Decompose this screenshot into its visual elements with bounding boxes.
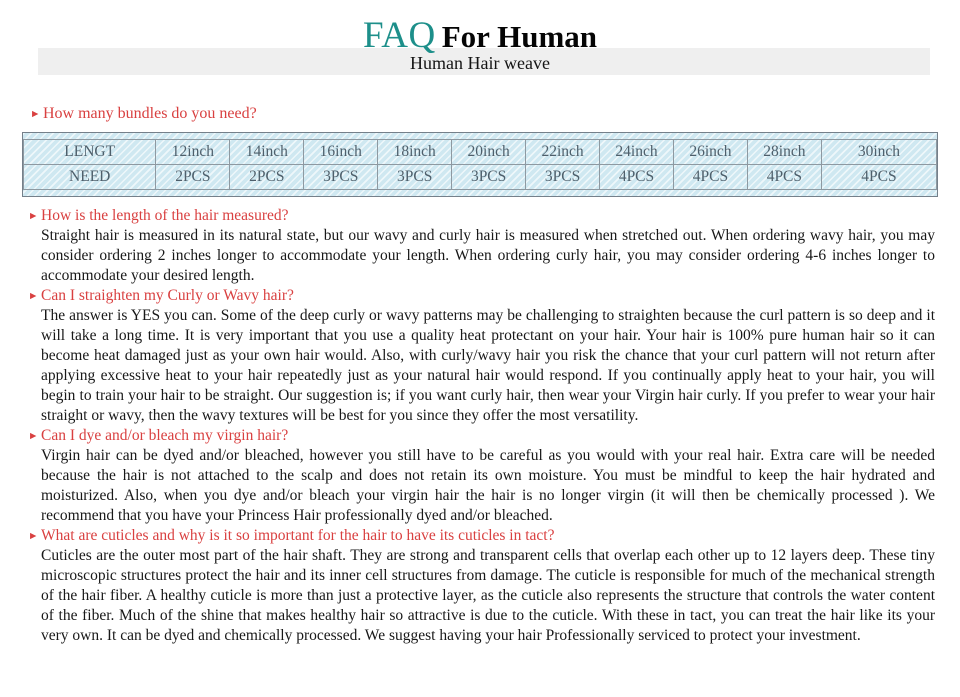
length-cell: 16inch	[304, 140, 378, 165]
table-row-need	[24, 165, 937, 190]
length-cell: 22inch	[526, 140, 600, 165]
length-cell: 20inch	[452, 140, 526, 165]
need-cell: 3PCS	[304, 165, 378, 190]
faq-content	[28, 206, 935, 646]
need-row-header: NEED	[24, 165, 156, 190]
length-cell: 30inch	[821, 140, 936, 165]
need-cell: 4PCS	[673, 165, 747, 190]
faq-section-straighten	[28, 286, 935, 426]
faq-answer: The answer is YES you can. Some of the deep curly or wavy patterns may be challenging to straighten because the curl pattern is so deep and it will take a long time. It is very important that you use a quality heat protectant on your hair. Your hair is 100% pure human hair so it can become heat damaged just as your own hair would. Also, with curly/wavy hair you risk the chance that your curl pattern will not return after applying excessive heat to your hair repeatedly just as your natural hair would respond. If you continually apply heat to your hair, you will begin to train your hair to be straight. Our suggestion is; if you want curly hair, then wear your Virgin hair curly. If you prefer to wear your hair straight or wavy, then the wavy textures will be best for you since they offer the most versatility.	[41, 307, 935, 424]
arrow-right-icon: ►	[30, 108, 41, 120]
faq-section-dye-bleach	[28, 426, 935, 526]
need-cell: 4PCS	[821, 165, 936, 190]
faq-question	[28, 526, 935, 546]
need-cell: 4PCS	[747, 165, 821, 190]
length-row-header: LENGT	[24, 140, 156, 165]
faq-section-length	[28, 206, 935, 286]
page-header	[0, 0, 960, 73]
length-cell: 12inch	[156, 140, 230, 165]
faq-section-cuticles	[28, 526, 935, 646]
arrow-right-icon: ►	[28, 430, 39, 442]
need-cell: 3PCS	[526, 165, 600, 190]
length-cell: 24inch	[600, 140, 674, 165]
need-cell: 3PCS	[452, 165, 526, 190]
length-cell: 26inch	[673, 140, 747, 165]
need-cell: 2PCS	[230, 165, 304, 190]
length-cell: 14inch	[230, 140, 304, 165]
need-cell: 4PCS	[600, 165, 674, 190]
bundle-size-table	[23, 139, 937, 190]
faq-question	[28, 426, 935, 446]
faq-question-label: What are cuticles and why is it so important for the hair to have its cuticles in tact?	[41, 527, 555, 544]
faq-answer: Straight hair is measured in its natural state, but our wavy and curly hair is measured when stretched out. When ordering wavy hair, you may consider ordering 2 inches longer to accommodate your length. When ordering curly hair, you may consider ordering 4-6 inches longer to accommodate your desired length.	[41, 227, 935, 284]
faq-question	[28, 286, 935, 306]
length-cell: 28inch	[747, 140, 821, 165]
question-bundles	[30, 104, 960, 124]
page-subtitle: Human Hair weave	[410, 53, 550, 73]
need-cell: 3PCS	[378, 165, 452, 190]
faq-question-label: Can I dye and/or bleach my virgin hair?	[41, 427, 289, 444]
need-cell: 2PCS	[156, 165, 230, 190]
faq-answer: Cuticles are the outer most part of the hair shaft. They are strong and transparent cells that overlap each other up to 12 layers deep. These tiny microscopic structures protect the hair and its inner cell structures from damage. The cuticle is responsible for much of the mechanical strength of the hair fiber. A healthy cuticle is more than just a protective layer, as the cuticle also represents the structure that controls the water content of the fiber. Much of the shine that makes healthy hair so attractive is due to the cuticle. With these in tact, you can treat the hair like its your very own. It can be dyed and chemically processed. We suggest having your hair Professionally serviced to protect your investment.	[41, 547, 935, 644]
faq-question-label: Can I straighten my Curly or Wavy hair?	[41, 287, 294, 304]
title-rest: For Human	[441, 19, 598, 54]
faq-answer: Virgin hair can be dyed and/or bleached, however you still have to be careful as you would with your real hair. Extra care will be needed because the hair is not attached to the scalp and does not retain its own moisture. You must be mindful to keep the hair hydrated and moisturized. Also, when you dye and/or bleach your virgin hair the hair is no longer virgin (it will then be chemically processed ). We recommend that you have your Princess Hair professionally dyed and/or bleached.	[41, 447, 935, 524]
faq-question	[28, 206, 935, 226]
table-row-length	[24, 140, 937, 165]
question-bundles-label: How many bundles do you need?	[43, 105, 257, 122]
arrow-right-icon: ►	[28, 530, 39, 542]
faq-question-label: How is the length of the hair measured?	[41, 207, 289, 224]
length-cell: 18inch	[378, 140, 452, 165]
arrow-right-icon: ►	[28, 290, 39, 302]
bundle-size-table-wrap	[22, 132, 938, 197]
page-title	[0, 0, 960, 55]
arrow-right-icon: ►	[28, 210, 39, 222]
title-accent: FAQ	[362, 15, 436, 56]
